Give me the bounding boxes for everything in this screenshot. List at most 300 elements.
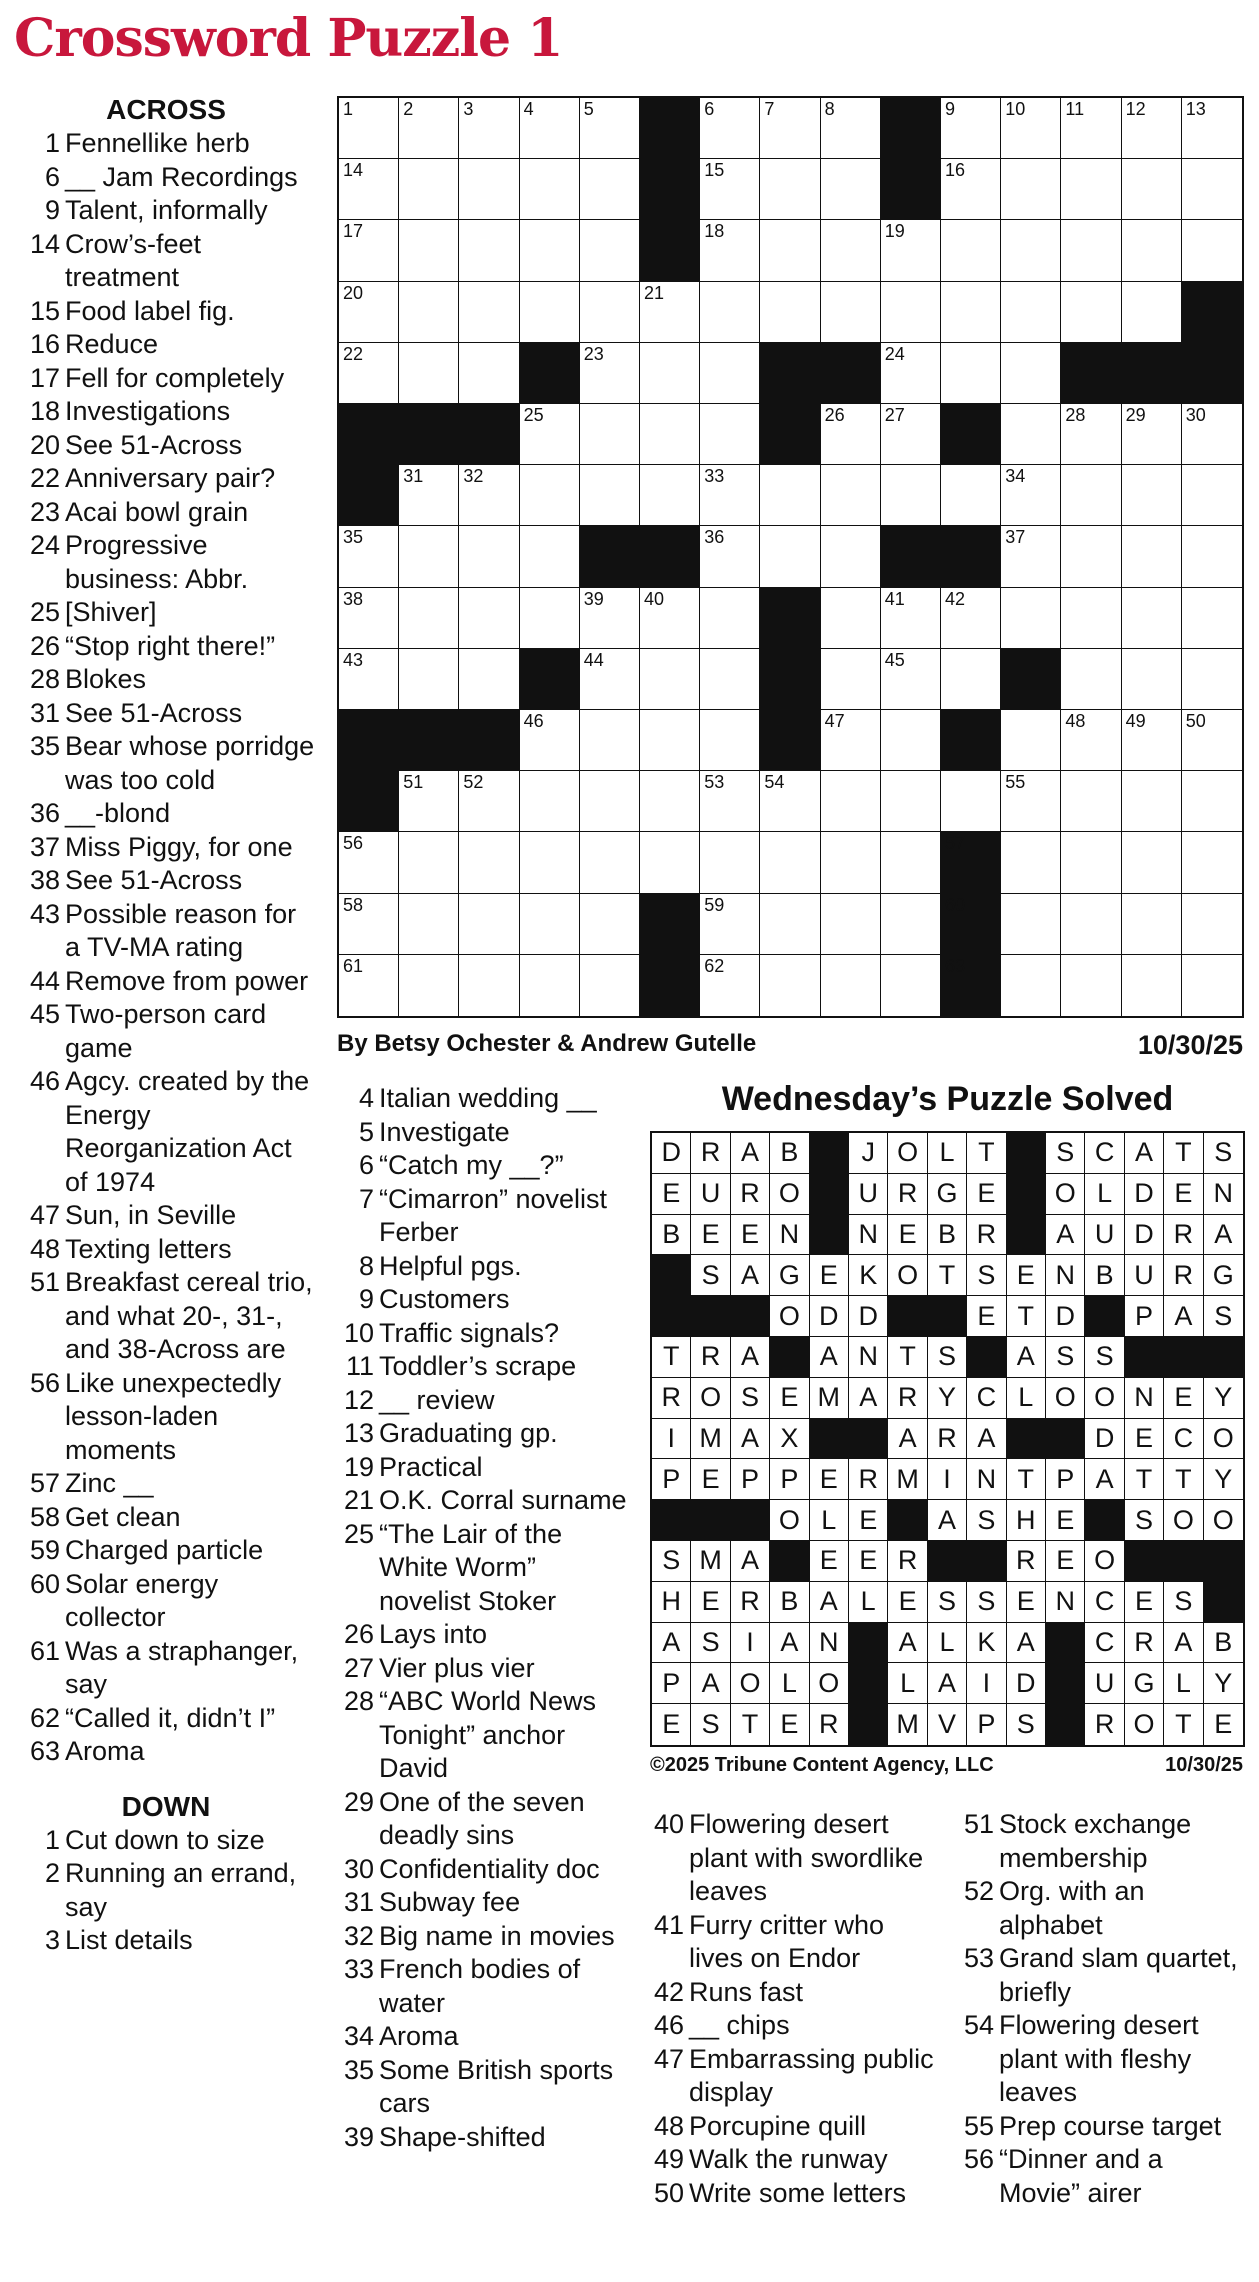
clue-text: “Cimarron” novelist Ferber	[379, 1183, 608, 1247]
grid-cell[interactable]	[640, 832, 700, 893]
grid-cell[interactable]	[1001, 404, 1061, 465]
grid-cell[interactable]	[1001, 771, 1061, 832]
grid-cell[interactable]	[1122, 955, 1182, 1016]
solution-cell: R	[1164, 1215, 1203, 1256]
grid-cell[interactable]	[1182, 465, 1242, 526]
grid-cell[interactable]	[1122, 282, 1182, 343]
grid-cell[interactable]	[1122, 832, 1182, 893]
clue-number: 60	[29, 1568, 60, 1599]
grid-cell[interactable]	[459, 832, 519, 893]
grid-cell[interactable]	[821, 894, 881, 955]
grid-cell[interactable]	[941, 771, 1001, 832]
grid-cell[interactable]	[520, 98, 580, 159]
grid-cell[interactable]	[580, 649, 640, 710]
black-square	[399, 710, 459, 771]
grid-cell[interactable]	[580, 404, 640, 465]
grid-cell[interactable]	[1182, 649, 1242, 710]
grid-cell[interactable]	[1001, 710, 1061, 771]
grid-cell[interactable]	[700, 832, 760, 893]
solution-cell: A	[770, 1623, 809, 1664]
clue-item	[330, 1283, 630, 1317]
clue-number: 10	[343, 1317, 374, 1348]
clue-text: Flowering desert plant with swordlike leaves	[689, 1809, 924, 1906]
solution-black-square	[731, 1296, 770, 1337]
black-square	[1182, 282, 1242, 343]
grid-cell[interactable]	[821, 649, 881, 710]
solution-cell: N	[1204, 1174, 1243, 1215]
grid-cell[interactable]	[520, 955, 580, 1016]
solution-cell: E	[810, 1541, 849, 1582]
solution-cell: S	[967, 1582, 1006, 1623]
solution-black-square	[1164, 1337, 1203, 1378]
grid-cell[interactable]	[459, 98, 519, 159]
grid-cell[interactable]	[399, 220, 459, 281]
grid-cell[interactable]	[1061, 159, 1121, 220]
grid-cell[interactable]	[1182, 832, 1242, 893]
solution-cell: A	[652, 1623, 691, 1664]
grid-cell[interactable]	[1061, 710, 1121, 771]
grid-cell[interactable]	[760, 220, 820, 281]
grid-cell[interactable]	[520, 282, 580, 343]
grid-cell[interactable]	[459, 588, 519, 649]
solution-black-square	[770, 1541, 809, 1582]
grid-cell[interactable]	[399, 159, 459, 220]
solution-cell: S	[691, 1623, 730, 1664]
solution-cell: O	[1204, 1419, 1243, 1460]
grid-cell[interactable]	[1061, 526, 1121, 587]
cell-number: 59	[704, 894, 725, 915]
grid-cell[interactable]	[520, 771, 580, 832]
solution-black-square	[691, 1296, 730, 1337]
clue-text: Reduce	[65, 329, 159, 359]
clue-text: Runs fast	[689, 1976, 804, 2007]
grid-cell[interactable]	[941, 220, 1001, 281]
grid-cell[interactable]	[459, 343, 519, 404]
grid-cell[interactable]	[640, 649, 700, 710]
grid-cell[interactable]	[881, 955, 941, 1016]
grid-cell[interactable]	[881, 832, 941, 893]
grid-cell[interactable]	[1122, 465, 1182, 526]
solution-black-square	[1046, 1704, 1085, 1745]
cell-number: 42	[945, 588, 966, 609]
grid-cell[interactable]	[821, 159, 881, 220]
solution-cell: P	[770, 1459, 809, 1500]
grid-cell[interactable]	[399, 832, 459, 893]
grid-cell[interactable]	[700, 526, 760, 587]
grid-cell[interactable]	[1001, 832, 1061, 893]
grid-cell[interactable]	[520, 220, 580, 281]
grid-cell[interactable]	[760, 282, 820, 343]
grid-cell[interactable]	[700, 894, 760, 955]
grid-cell[interactable]	[881, 343, 941, 404]
grid-cell[interactable]	[1182, 710, 1242, 771]
grid-cell[interactable]	[700, 404, 760, 465]
solution-cell: R	[810, 1704, 849, 1745]
solution-cell: A	[849, 1378, 888, 1419]
solution-black-square	[849, 1419, 888, 1460]
grid-cell[interactable]	[760, 832, 820, 893]
grid-cell[interactable]	[941, 98, 1001, 159]
grid-cell[interactable]	[700, 282, 760, 343]
grid-cell[interactable]	[520, 832, 580, 893]
grid-cell[interactable]	[881, 649, 941, 710]
grid-cell[interactable]	[1182, 588, 1242, 649]
solution-cell: B	[1204, 1623, 1243, 1664]
grid-cell[interactable]	[1122, 404, 1182, 465]
grid-cell[interactable]	[941, 282, 1001, 343]
solution-black-square	[967, 1541, 1006, 1582]
cell-number: 36	[704, 527, 725, 548]
grid-cell[interactable]	[640, 588, 700, 649]
grid-cell[interactable]	[700, 343, 760, 404]
solution-cell: D	[810, 1296, 849, 1337]
grid-cell[interactable]	[580, 832, 640, 893]
grid-cell[interactable]	[1182, 404, 1242, 465]
clue-number: 17	[29, 362, 60, 393]
grid-cell[interactable]	[580, 710, 640, 771]
cell-number: 45	[884, 649, 905, 670]
grid-cell[interactable]	[760, 771, 820, 832]
grid-cell[interactable]	[821, 955, 881, 1016]
grid-cell[interactable]	[339, 955, 399, 1016]
grid-cell[interactable]	[640, 771, 700, 832]
solution-cell: K	[967, 1623, 1006, 1664]
solution-cell: E	[1125, 1419, 1164, 1460]
clue-item	[330, 1618, 630, 1652]
grid-cell[interactable]	[1182, 771, 1242, 832]
cell-number: 48	[1065, 711, 1086, 731]
solution-cell: S	[691, 1255, 730, 1296]
grid-cell[interactable]	[1122, 159, 1182, 220]
black-square	[941, 710, 1001, 771]
clue-number: 22	[29, 463, 60, 493]
grid-cell[interactable]	[399, 649, 459, 710]
clue-item	[16, 730, 316, 797]
grid-cell[interactable]	[700, 98, 760, 159]
grid-cell[interactable]	[580, 894, 640, 955]
grid-cell[interactable]	[1001, 894, 1061, 955]
grid-cell[interactable]	[760, 159, 820, 220]
solution-cell: M	[810, 1378, 849, 1419]
grid-cell[interactable]	[399, 282, 459, 343]
grid-cell[interactable]	[640, 404, 700, 465]
grid-cell[interactable]	[1001, 282, 1061, 343]
grid-cell[interactable]	[399, 343, 459, 404]
grid-cell[interactable]	[459, 526, 519, 587]
grid-cell[interactable]	[580, 955, 640, 1016]
clue-text: Was a straphanger, say	[65, 1635, 299, 1699]
clue-text: Italian wedding __	[379, 1083, 597, 1113]
grid-cell[interactable]	[399, 465, 459, 526]
clue-number: 23	[29, 496, 60, 527]
black-square	[1061, 343, 1121, 404]
grid-cell[interactable]	[339, 894, 399, 955]
clue-text: Practical	[379, 1451, 483, 1482]
grid-cell[interactable]	[459, 282, 519, 343]
solution-cell: A	[888, 1419, 927, 1460]
grid-cell[interactable]	[1001, 98, 1061, 159]
cell-number: 7	[764, 99, 775, 119]
grid-cell[interactable]	[459, 771, 519, 832]
grid-cell[interactable]	[520, 465, 580, 526]
solution-cell: M	[691, 1419, 730, 1460]
solution-cell: O	[888, 1133, 927, 1174]
solution-cell: K	[849, 1255, 888, 1296]
grid-cell[interactable]	[760, 98, 820, 159]
grid-cell[interactable]	[1122, 220, 1182, 281]
grid-cell[interactable]	[339, 220, 399, 281]
grid-cell[interactable]	[1061, 404, 1121, 465]
clue-text: Some British sports cars	[379, 2054, 614, 2118]
grid-cell[interactable]	[399, 98, 459, 159]
clue-text: See 51-Across	[65, 429, 243, 460]
clue-item	[330, 1518, 630, 1619]
grid-cell[interactable]	[339, 649, 399, 710]
clue-text: Bear whose porridge was too cold	[65, 731, 315, 795]
solution-cell: D	[1085, 1419, 1124, 1460]
grid-cell[interactable]	[520, 159, 580, 220]
grid-cell[interactable]	[941, 159, 1001, 220]
grid-cell[interactable]	[1061, 465, 1121, 526]
grid-cell[interactable]	[399, 894, 459, 955]
clue-number: 55	[963, 2110, 994, 2141]
grid-cell[interactable]	[700, 588, 760, 649]
grid-cell[interactable]	[580, 220, 640, 281]
grid-cell[interactable]	[580, 465, 640, 526]
grid-cell[interactable]	[1061, 220, 1121, 281]
grid-cell[interactable]	[881, 282, 941, 343]
grid-cell[interactable]	[399, 771, 459, 832]
grid-cell[interactable]	[1001, 159, 1061, 220]
grid-cell[interactable]	[459, 220, 519, 281]
grid-cell[interactable]	[640, 710, 700, 771]
grid-cell[interactable]	[1061, 282, 1121, 343]
solution-cell: R	[888, 1541, 927, 1582]
cell-number: 33	[704, 466, 725, 487]
solution-cell: S	[1204, 1296, 1243, 1337]
grid-cell[interactable]	[1182, 98, 1242, 159]
grid-cell[interactable]	[580, 282, 640, 343]
grid-cell[interactable]	[1182, 894, 1242, 955]
black-square	[941, 526, 1001, 587]
grid-cell[interactable]	[580, 159, 640, 220]
grid-cell[interactable]	[700, 771, 760, 832]
grid-cell[interactable]	[399, 955, 459, 1016]
grid-cell[interactable]	[1061, 98, 1121, 159]
clue-item	[16, 998, 316, 1065]
cell-number: 47	[824, 711, 845, 731]
grid-cell[interactable]	[1122, 588, 1182, 649]
grid-cell[interactable]	[821, 404, 881, 465]
solution-cell: S	[1164, 1582, 1203, 1623]
solution-cell: A	[1164, 1296, 1203, 1337]
solution-cell: E	[888, 1215, 927, 1256]
solution-cell: E	[810, 1255, 849, 1296]
clue-number: 56	[963, 2144, 994, 2174]
grid-cell[interactable]	[1122, 710, 1182, 771]
clue-text: __-blond	[65, 798, 171, 828]
grid-cell[interactable]	[821, 220, 881, 281]
solution-cell: R	[1164, 1255, 1203, 1296]
grid-cell[interactable]	[1001, 955, 1061, 1016]
grid-cell[interactable]	[1122, 526, 1182, 587]
grid-cell[interactable]	[1182, 955, 1242, 1016]
grid-cell[interactable]	[1122, 98, 1182, 159]
grid-cell[interactable]	[1122, 894, 1182, 955]
grid-cell[interactable]	[941, 588, 1001, 649]
grid-cell[interactable]	[640, 465, 700, 526]
grid-cell[interactable]	[1001, 588, 1061, 649]
grid-cell[interactable]	[1061, 771, 1121, 832]
grid-cell[interactable]	[821, 465, 881, 526]
grid-cell[interactable]	[580, 771, 640, 832]
clue-item	[640, 1976, 940, 2010]
grid-cell[interactable]	[821, 526, 881, 587]
solution-black-square	[810, 1419, 849, 1460]
black-square	[580, 526, 640, 587]
grid-cell[interactable]	[339, 282, 399, 343]
grid-cell[interactable]	[700, 465, 760, 526]
clue-text: Stock exchange membership	[999, 1809, 1192, 1873]
solution-cell: I	[928, 1459, 967, 1500]
grid-cell[interactable]	[339, 159, 399, 220]
grid-cell[interactable]	[881, 710, 941, 771]
grid-cell[interactable]	[760, 465, 820, 526]
cell-number: 3	[463, 99, 474, 119]
solution-black-square	[1046, 1663, 1085, 1704]
cell-number: 20	[343, 282, 364, 303]
grid-cell[interactable]	[580, 588, 640, 649]
grid-cell[interactable]	[881, 220, 941, 281]
grid-cell[interactable]	[399, 588, 459, 649]
grid-cell[interactable]	[700, 159, 760, 220]
grid-cell[interactable]	[821, 98, 881, 159]
grid-cell[interactable]	[881, 771, 941, 832]
grid-cell[interactable]	[1122, 649, 1182, 710]
solution-black-square	[1046, 1623, 1085, 1664]
solution-black-square	[1204, 1582, 1243, 1623]
grid-cell[interactable]	[1001, 220, 1061, 281]
grid-cell[interactable]	[520, 526, 580, 587]
grid-cell[interactable]	[821, 588, 881, 649]
grid-cell[interactable]	[1061, 894, 1121, 955]
grid-cell[interactable]	[399, 526, 459, 587]
black-square	[881, 526, 941, 587]
grid-cell[interactable]	[459, 894, 519, 955]
grid-cell[interactable]	[339, 526, 399, 587]
clue-text: __ review	[379, 1384, 495, 1415]
black-square	[520, 343, 580, 404]
cell-number: 54	[764, 772, 785, 793]
grid-cell[interactable]	[339, 588, 399, 649]
grid-cell[interactable]	[881, 404, 941, 465]
grid-cell[interactable]	[881, 894, 941, 955]
grid-cell[interactable]	[821, 282, 881, 343]
solution-black-square	[888, 1296, 927, 1337]
grid-cell[interactable]	[1001, 465, 1061, 526]
grid-cell[interactable]	[1182, 159, 1242, 220]
grid-cell[interactable]	[580, 343, 640, 404]
grid-cell[interactable]	[520, 588, 580, 649]
grid-cell[interactable]	[1182, 220, 1242, 281]
solution-black-square	[1007, 1133, 1046, 1174]
grid-cell[interactable]	[1182, 526, 1242, 587]
clue-number: 46	[653, 2010, 684, 2040]
grid-cell[interactable]	[821, 832, 881, 893]
grid-cell[interactable]	[520, 894, 580, 955]
clue-number: 46	[29, 1066, 60, 1096]
grid-cell[interactable]	[760, 955, 820, 1016]
clue-number: 33	[343, 1954, 374, 1984]
grid-cell[interactable]	[760, 526, 820, 587]
grid-cell[interactable]	[339, 832, 399, 893]
clue-item	[16, 429, 316, 463]
grid-cell[interactable]	[1061, 955, 1121, 1016]
black-square	[640, 98, 700, 159]
clue-number: 49	[653, 2144, 684, 2174]
solution-cell: E	[691, 1582, 730, 1623]
solution-cell: A	[967, 1419, 1006, 1460]
grid-cell[interactable]	[459, 159, 519, 220]
grid-cell[interactable]	[881, 465, 941, 526]
grid-cell[interactable]	[1122, 771, 1182, 832]
grid-cell[interactable]	[339, 98, 399, 159]
grid-cell[interactable]	[1061, 832, 1121, 893]
solution-cell: R	[691, 1337, 730, 1378]
grid-cell[interactable]	[881, 588, 941, 649]
solution-black-square	[810, 1174, 849, 1215]
grid-cell[interactable]	[941, 465, 1001, 526]
grid-cell[interactable]	[941, 343, 1001, 404]
clue-number: 39	[343, 2121, 374, 2152]
solution-cell: E	[810, 1459, 849, 1500]
grid-cell[interactable]	[580, 98, 640, 159]
solution-cell: H	[652, 1582, 691, 1623]
grid-cell[interactable]	[520, 404, 580, 465]
grid-cell[interactable]	[700, 955, 760, 1016]
grid-cell[interactable]	[700, 649, 760, 710]
grid-cell[interactable]	[760, 894, 820, 955]
grid-cell[interactable]	[459, 649, 519, 710]
byline: By Betsy Ochester & Andrew Gutelle	[337, 1030, 757, 1057]
grid-cell[interactable]	[821, 771, 881, 832]
grid-cell[interactable]	[459, 465, 519, 526]
grid-cell[interactable]	[821, 710, 881, 771]
clue-item	[330, 1886, 630, 1920]
clue-item	[16, 228, 316, 295]
down-clues-2	[330, 1082, 630, 2154]
grid-cell[interactable]	[941, 649, 1001, 710]
grid-cell[interactable]	[700, 710, 760, 771]
cell-number: 58	[343, 894, 364, 915]
grid-cell[interactable]	[1001, 526, 1061, 587]
cell-number: 10	[1005, 99, 1026, 119]
grid-cell[interactable]	[640, 343, 700, 404]
grid-cell[interactable]	[520, 710, 580, 771]
grid-cell[interactable]	[700, 220, 760, 281]
grid-cell[interactable]	[459, 955, 519, 1016]
grid-cell[interactable]	[339, 343, 399, 404]
clue-number: 62	[29, 1702, 60, 1733]
grid-cell[interactable]	[1061, 588, 1121, 649]
grid-cell[interactable]	[1061, 649, 1121, 710]
grid-cell[interactable]	[1001, 343, 1061, 404]
grid-cell[interactable]	[640, 282, 700, 343]
clue-text: Crow’s-feet treatment	[65, 228, 202, 292]
clue-text: Fennellike herb	[65, 128, 250, 158]
clue-number: 25	[29, 597, 60, 627]
clue-text: __ Jam Recordings	[65, 161, 298, 192]
